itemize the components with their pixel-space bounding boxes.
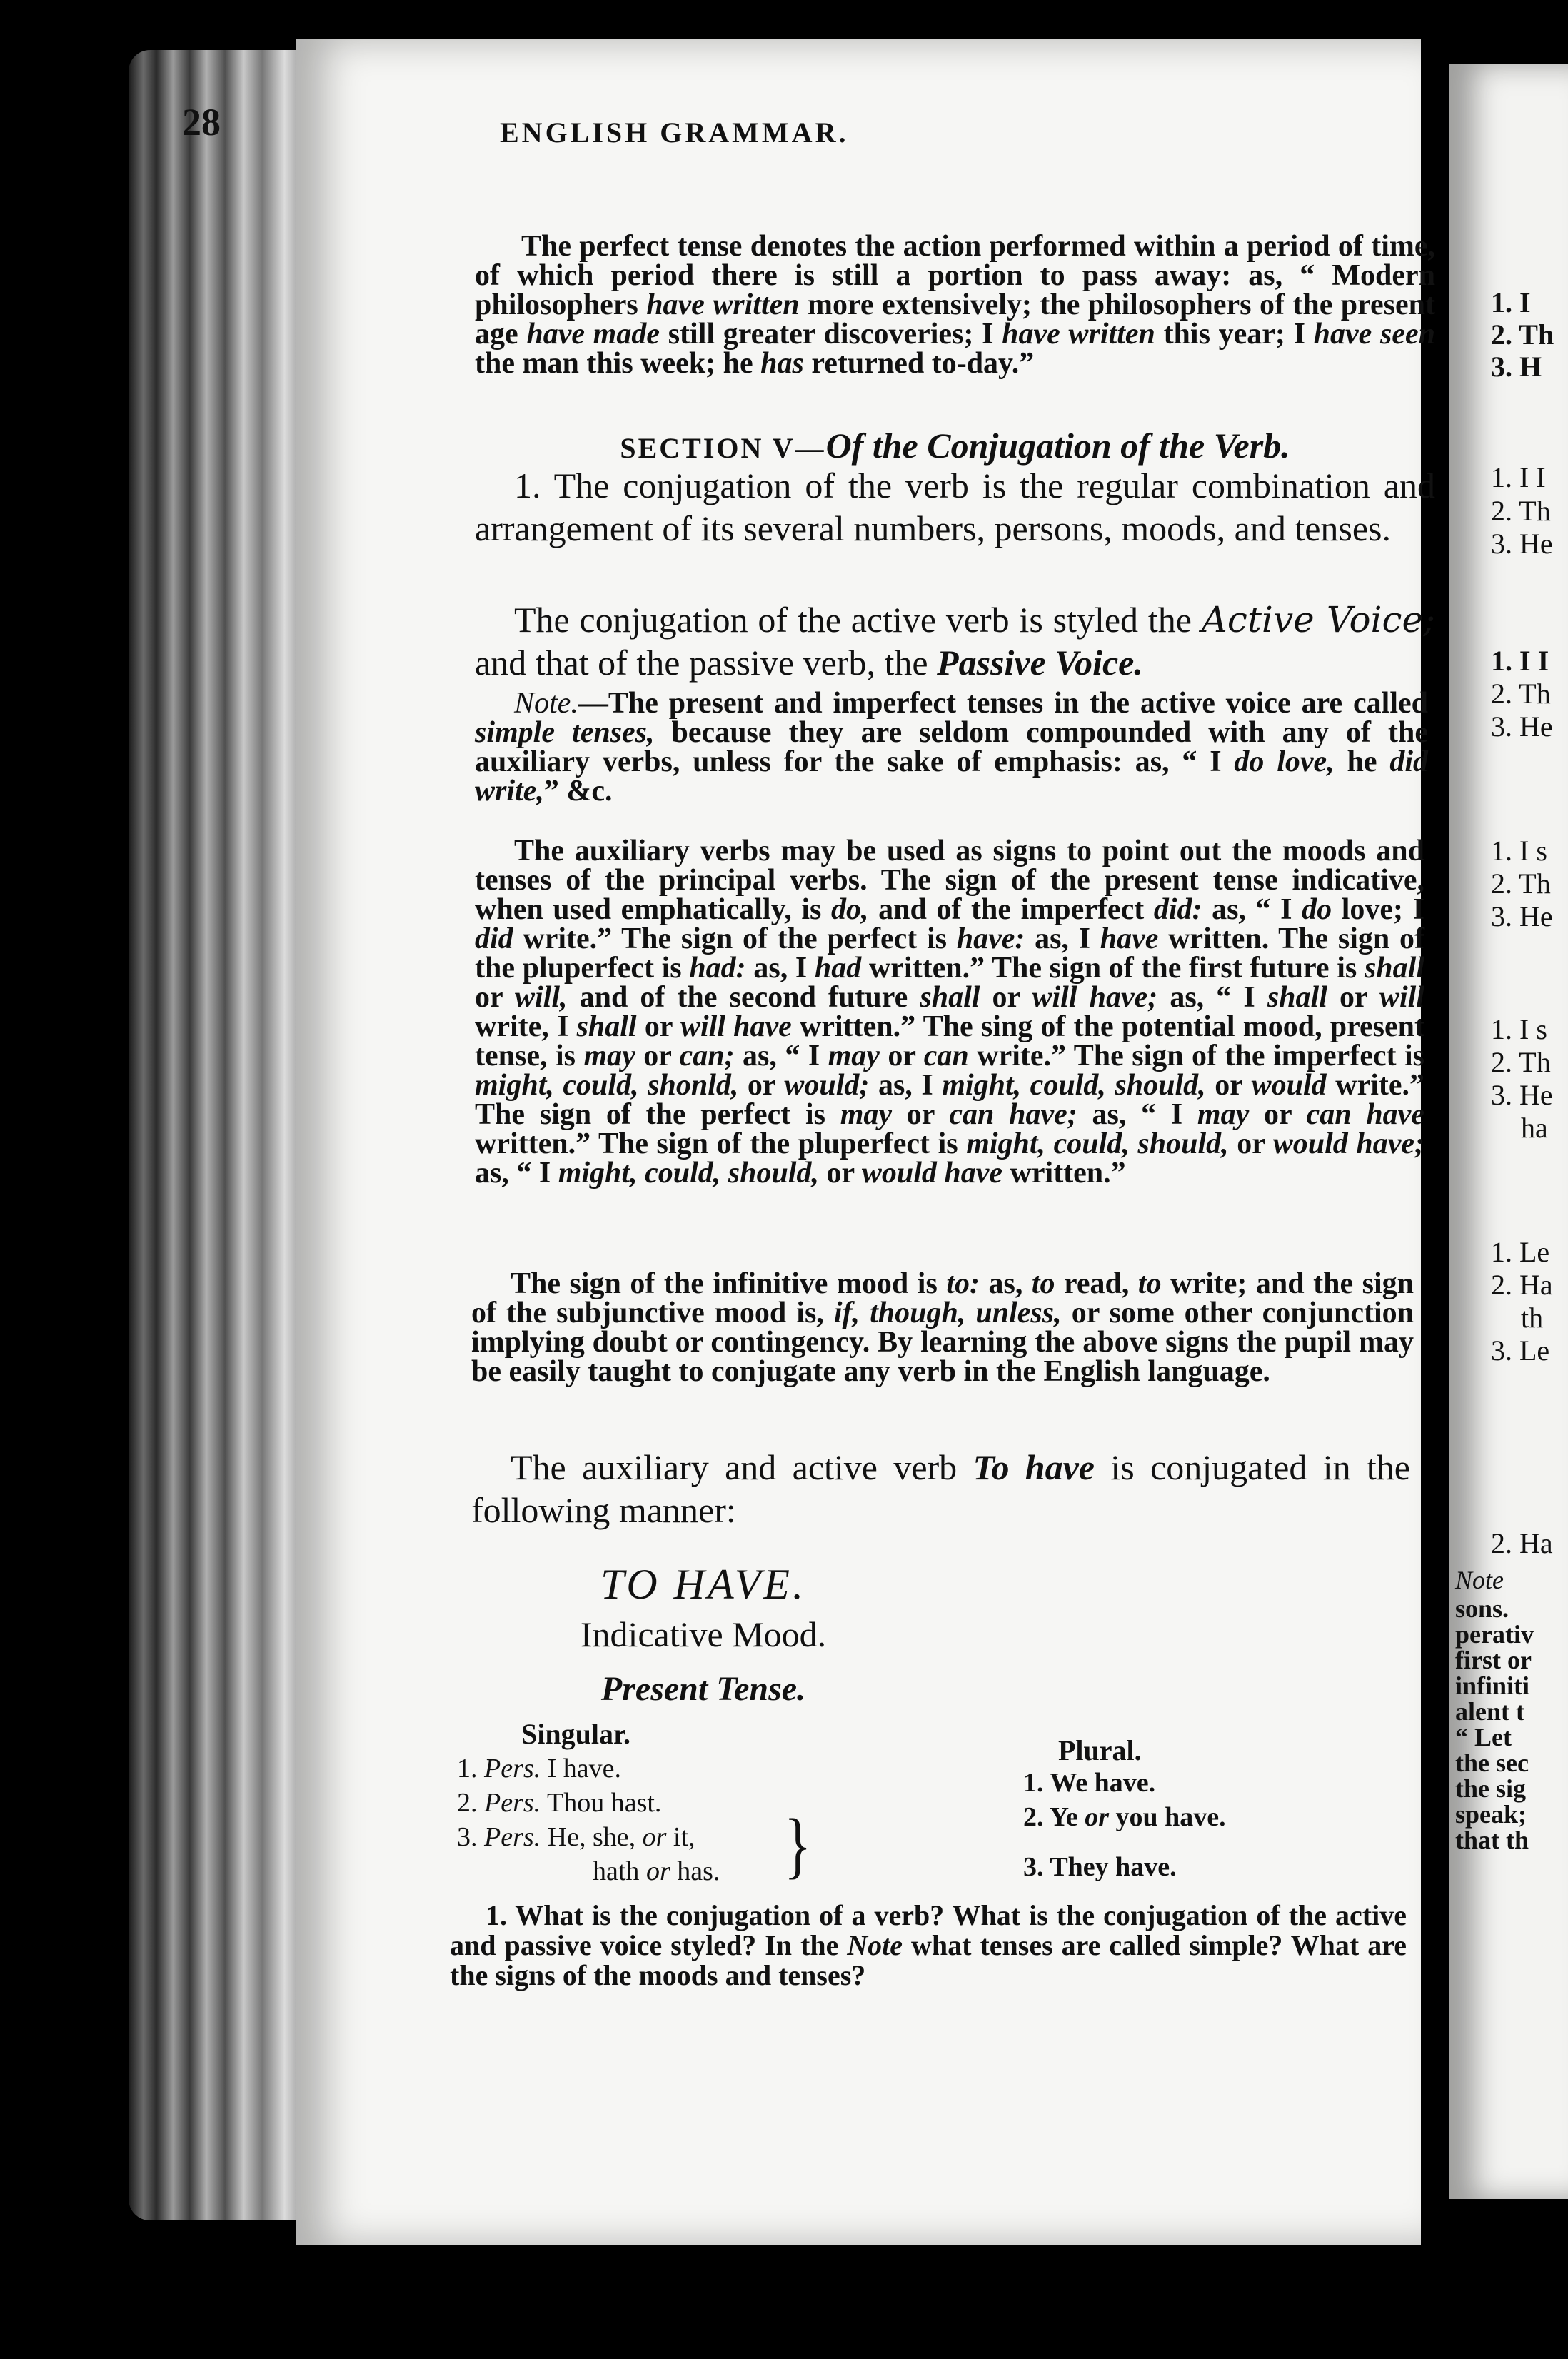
facing-page-fragment: Note (1455, 1566, 1504, 1594)
singular-row-3: 3. Pers. He, she, or it, (457, 1822, 695, 1852)
facing-page-fragment: the sig (1455, 1774, 1526, 1803)
facing-page-fragment: 2. Th (1491, 867, 1551, 900)
facing-page-fragment: infiniti (1455, 1671, 1530, 1700)
facing-page-fragment: 2. Ha (1491, 1269, 1553, 1301)
facing-page-fragment: 1. I I (1491, 461, 1546, 493)
singular-row-1: 1. Pers. I have. (457, 1754, 622, 1784)
plural-row-3: 3. They have. (1023, 1852, 1177, 1882)
facing-page-fragment: th (1521, 1302, 1544, 1334)
facing-page-fragment: 1. I s (1491, 1013, 1547, 1045)
facing-page-fragment: 3. He (1491, 710, 1553, 743)
page-number: 28 (182, 101, 221, 144)
facing-page-fragment: 1. I (1491, 286, 1531, 318)
facing-page-fragment: that th (1455, 1826, 1529, 1854)
mood-title: Indicative Mood. (580, 1614, 827, 1654)
facing-page-strip (1449, 64, 1568, 2199)
facing-page-fragment: ha (1521, 1112, 1548, 1144)
to-have-intro: The auxiliary and active verb To have is conjugated in the following manner: (471, 1447, 1410, 1530)
intro-paragraph: The perfect tense denotes the action performed within a period of time, of which period there is still a portion to pass away: as, “ Modern philosophers have written more extensively; the philosophers of the present age have made still greater discoveries; I have written this year; I have seen the man this week; he has returned to-day.” (475, 230, 1435, 380)
facing-page-fragment: 1. I I (1491, 645, 1549, 677)
facing-page-fragment: 2. Ha (1491, 1527, 1553, 1559)
facing-page-fragment: 3. Le (1491, 1334, 1550, 1367)
facing-page-fragment: 2. Th (1491, 678, 1551, 710)
rule-1-paragraph: 1. The conjugation of the verb is the regular combination and arrangement of its several numbers, persons, moods, and tenses. (475, 466, 1435, 548)
facing-page-fragment: alent t (1455, 1697, 1524, 1726)
singular-row-2: 2. Pers. Thou hast. (457, 1788, 662, 1818)
signs-paragraph: The auxiliary verbs may be used as signs to point out the moods and tenses of the principal verbs. The sign of the present tense indicative, when used emphatically, is do, and of the imperfect did: as, “ I do love; I did write.” The sign of the perfect is have: as, I have written. The sign of the pluperfect is had: as, I had written.” The sign of the first future is shall or will, and of the second future shall or will have; as, “ I shall or will write, I shall or will have written.” The sing of the potential mood, present tense, is may or can; as, “ I may or can write.” The sign of the imperfect is might, could, shonld, or would; as, I might, could, should, or would write.” The sign of the perfect is may or can have; as, “ I may or can have written.” The sign of the pluperfect is might, could, should, or would have; as, “ I might, could, should, or would have written.” (475, 835, 1425, 1189)
facing-page-fragment: 2. Th (1491, 1046, 1551, 1078)
book-page-edges (129, 50, 314, 2220)
plural-row-2: 2. Ye or you have. (1023, 1802, 1226, 1832)
facing-page-fragment: perativ (1455, 1620, 1534, 1649)
singular-row-3-cont: hath or has. (593, 1856, 720, 1886)
singular-header: Singular. (521, 1718, 631, 1750)
facing-page-fragment: first or (1455, 1646, 1532, 1674)
review-questions: 1. What is the conjugation of a verb? What is the conjugation of the active and passive voice styled? In the Note what tenses are called simple? What are the signs of the moods and tenses? (450, 1899, 1407, 1991)
facing-page-fragment: 3. He (1491, 528, 1553, 560)
infinitive-paragraph: The sign of the infinitive mood is to: as, to read, to write; and the sign of the subjunctive mood is, if, though, unless, or some other conjunction implying doubt or contingency. By learning the above signs the pupil may be easily taught to conjugate any verb in the English language. (471, 1267, 1414, 1388)
facing-page-fragment: 3. He (1491, 1079, 1553, 1111)
running-head: ENGLISH GRAMMAR. (500, 116, 849, 149)
plural-header: Plural. (1058, 1734, 1142, 1766)
facing-page-fragment: 1. Le (1491, 1236, 1550, 1268)
voice-paragraph: The conjugation of the active verb is styled the Active Voice; and that of the passive verb, the Passive Voice. (475, 599, 1435, 683)
facing-page-fragment: the sec (1455, 1749, 1529, 1777)
section-heading: SECTION V—Of the Conjugation of the Verb. (620, 426, 1290, 466)
plural-row-1: 1. We have. (1023, 1768, 1156, 1798)
note-label: Note. (514, 687, 578, 720)
facing-page-fragment: 1. I s (1491, 835, 1547, 867)
verb-title: TO HAVE. (600, 1561, 806, 1608)
facing-page-fragment: 3. H (1491, 351, 1542, 383)
facing-page-fragment: 2. Th (1491, 495, 1551, 527)
facing-page-fragment: speak; (1455, 1800, 1527, 1829)
note-paragraph: Note.—The present and imperfect tenses in the active voice are called simple tenses, because they are seldom compounded with any of the auxiliary verbs, unless for the sake of emphasis: as, “ I do love, he did write,” &c. (475, 687, 1429, 808)
facing-page-fragment: 3. He (1491, 900, 1553, 932)
brace-glyph: } (784, 1804, 812, 1887)
facing-page-fragment: sons. (1455, 1594, 1509, 1623)
facing-page-fragment: 2. Th (1491, 318, 1554, 351)
tense-title: Present Tense. (600, 1670, 806, 1708)
facing-page-fragment: “ Let (1455, 1723, 1512, 1751)
